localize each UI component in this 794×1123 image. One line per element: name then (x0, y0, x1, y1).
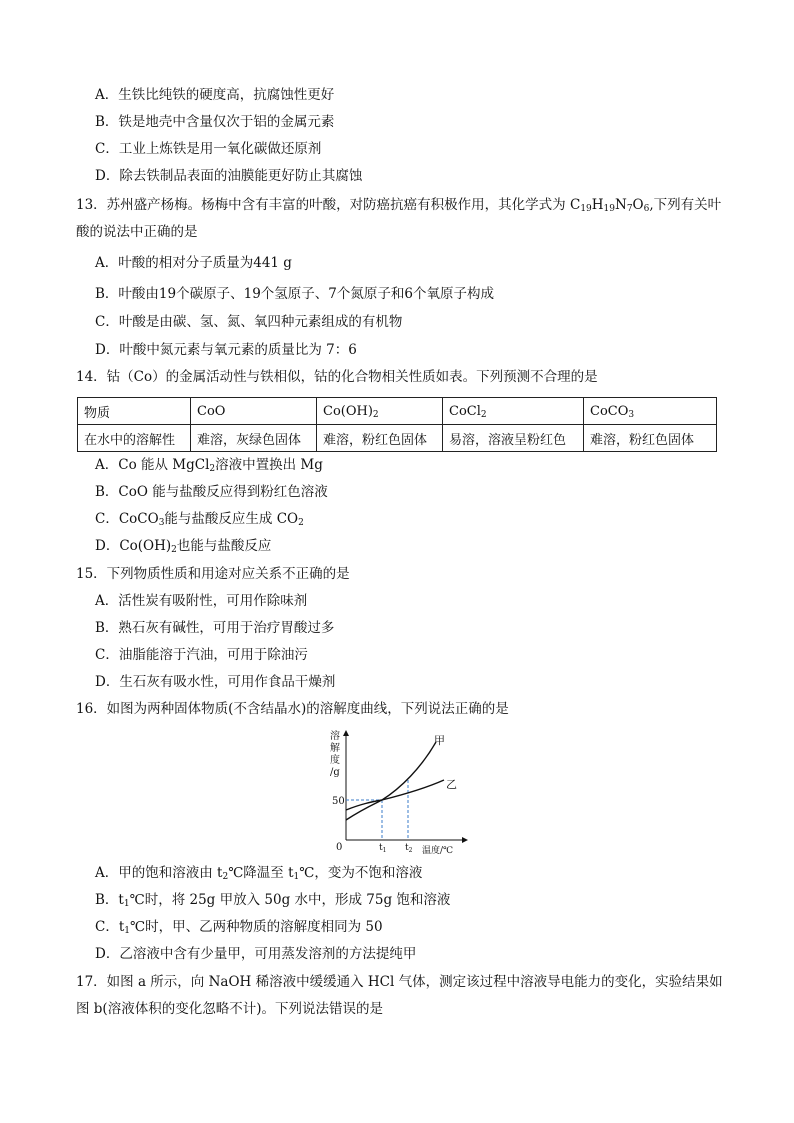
q12-option-b: B．铁是地壳中含量仅次于铝的金属元素 (95, 114, 335, 130)
y-axis-label: 度 (330, 755, 340, 766)
table-row (78, 398, 717, 425)
q13-stem-line2: 酸的说法中正确的是 (76, 224, 198, 240)
q14-option-b: B．CoO 能与盐酸反应得到粉红色溶液 (95, 484, 328, 500)
q16-option-b: B．$t_1℃$时，将 25g 甲放入 50g 水中，形成 75g 饱和溶液 (95, 892, 451, 909)
q14-option-a: A．Co 能从 MgCl$_2$溶液中置换出 Mg (95, 457, 323, 474)
q16-option-d: D．乙溶液中含有少量甲，可用蒸发溶剂的方法提纯甲 (95, 946, 417, 962)
table-cell: CoCl$_2$ (443, 398, 584, 425)
table-cell: 易溶，溶液呈粉红色 (443, 425, 584, 452)
table-cell: 难溶，粉红色固体 (584, 425, 717, 452)
q14-stem: 14．钴（Co）的金属活动性与铁相似，钴的化合物相关性质如表。下列预测不合理的是 (76, 369, 598, 385)
table-cell: $Co(OH)_2$ (317, 398, 443, 425)
q12-option-a: A．生铁比纯铁的硬度高，抗腐蚀性更好 (95, 87, 335, 103)
y-tick-label: 50 (332, 796, 345, 807)
x-axis-label: 温度/℃ (422, 846, 454, 856)
table-cell: CoO (191, 398, 317, 425)
q16-stem: 16．如图为两种固体物质(不含结晶水)的溶解度曲线，下列说法正确的是 (76, 701, 509, 717)
solubility-curve-chart (326, 728, 471, 860)
x-tick-label: $t_1$ (379, 843, 387, 854)
series-yi-curve (346, 780, 444, 810)
x-axis-arrow (462, 837, 468, 843)
q13-option-d: D．叶酸中氮元素与氧元素的质量比为 7：6 (95, 342, 357, 358)
table-cell: 难溶，粉红色固体 (317, 425, 443, 452)
q16-option-a: A．甲的饱和溶液由 $t_2℃$降温至 $t_1℃$，变为不饱和溶液 (95, 865, 423, 882)
q13-option-a: A．叶酸的相对分子质量为441 g (95, 255, 292, 271)
q14-option-c: C．CoCO$_3$能与盐酸反应生成 $CO_2$ (95, 511, 304, 528)
series-jia-label: 甲 (434, 734, 445, 747)
q17-stem-line2: 图 b(溶液体积的变化忽略不计)。下列说法错误的是 (76, 1001, 383, 1017)
y-axis-label: 溶 (330, 731, 340, 742)
origin-label: 0 (336, 842, 343, 853)
q15-option-d: D．生石灰有吸水性，可用作食品干燥剂 (95, 674, 336, 690)
q12-option-d: D．除去铁制品表面的油膜能更好防止其腐蚀 (95, 168, 363, 184)
y-axis-arrow (343, 730, 349, 736)
q15-option-c: C．油脂能溶于汽油，可用于除油污 (95, 647, 308, 663)
q13-stem: 13．苏州盛产杨梅。杨梅中含有丰富的叶酸，对防癌抗癌有积极作用，其化学式为 $C_{19}H_{19}N_7O_6$,下列有关叶 (76, 197, 722, 214)
q15-option-b: B．熟石灰有碱性，可用于治疗胃酸过多 (95, 620, 335, 636)
q15-option-a: A．活性炭有吸附性，可用作除味剂 (95, 593, 308, 609)
y-axis-label: 解 (330, 743, 340, 754)
cobalt-properties-table (77, 397, 717, 452)
x-tick-label: $t_2$ (405, 843, 413, 854)
q15-stem: 15．下列物质性质和用途对应关系不正确的是 (76, 566, 350, 582)
q13-option-c: C．叶酸是由碳、氢、氮、氧四种元素组成的有机物 (95, 314, 403, 330)
series-yi-label: 乙 (446, 778, 457, 791)
q16-option-c: C．$t_1℃$时，甲、乙两种物质的溶解度相同为 50 (95, 919, 383, 936)
q12-option-c: C．工业上炼铁是用一氧化碳做还原剂 (95, 141, 322, 157)
q14-option-d: D．$Co(OH)_2$也能与盐酸反应 (95, 538, 272, 555)
table-cell: 难溶，灰绿色固体 (191, 425, 317, 452)
table-cell: 物质 (78, 398, 191, 425)
table-row (78, 425, 717, 452)
y-axis-label: /g (330, 767, 340, 778)
q13-option-b: B．叶酸由19个碳原子、19个氢原子、7个氮原子和6个氧原子构成 (95, 286, 494, 302)
table-cell: CoCO$_3$ (584, 398, 717, 425)
table-cell: 在水中的溶解性 (78, 425, 191, 452)
q17-stem: 17．如图 a 所示，向 NaOH 稀溶液中缓缓通入 HCl 气体，测定该过程中溶液导电能力的变化，实验结果如 (76, 974, 723, 990)
series-jia-curve (346, 742, 436, 820)
